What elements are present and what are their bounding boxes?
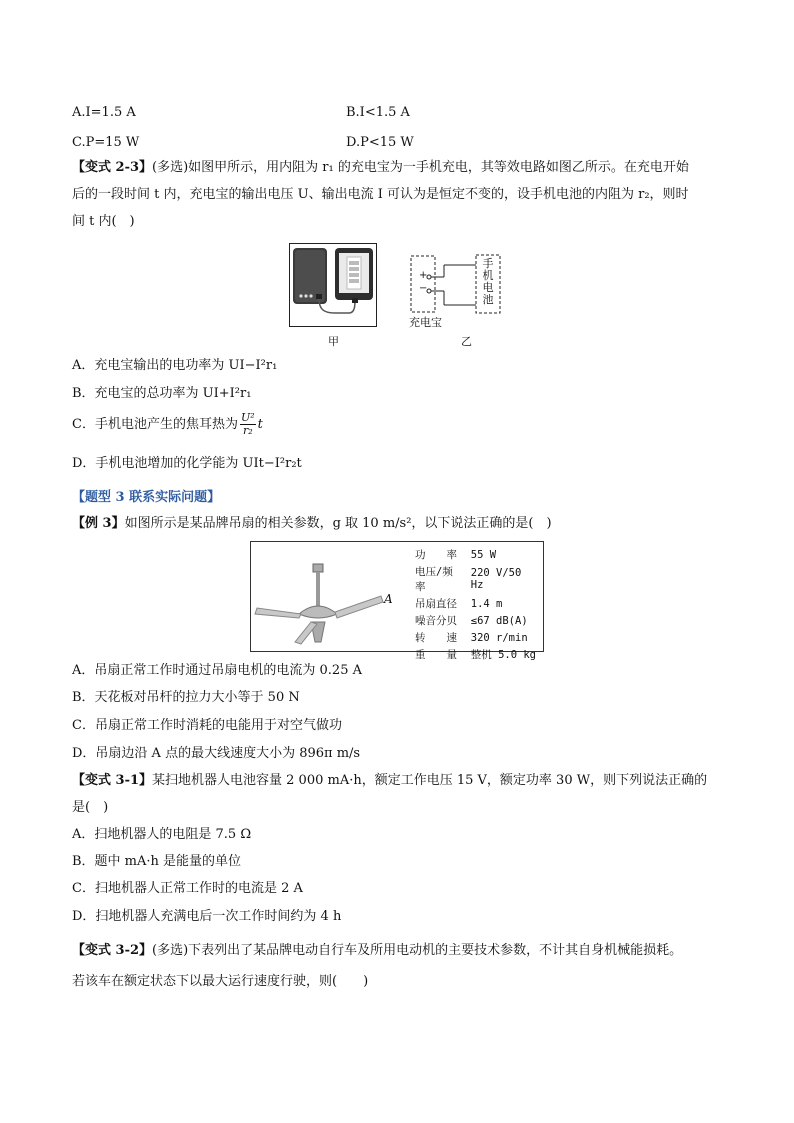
spec-row: 转 速 320 r/min (415, 631, 528, 644)
question-tag: 【变式 2-3】 (72, 160, 153, 175)
option-b: B．充电宝的总功率为 UI+I²r₁ (72, 386, 252, 401)
fraction: $\frac{\text{U²}}{\text{r₂}}$ (240, 411, 255, 437)
option-c: C．吊扇正常工作时消耗的电能用于对空气做功 (72, 718, 342, 733)
spec-row: 噪音分贝 ≤67 dB(A) (415, 614, 528, 627)
figure-caption-yi: 乙 (461, 335, 472, 348)
option-a: A.I=1.5 A (72, 105, 136, 120)
question-v32-line1: 【变式 3-2】(多选)下表列出了某品牌电动自行车及所用电动机的主要技术参数，不计其自身机械能损耗。 (72, 943, 683, 958)
section-title: 【题型 3 联系实际问题】 (72, 490, 221, 505)
question-v31-line2: 是( ) (72, 800, 109, 815)
spec-row: 重 量 整机 5.0 kg (415, 649, 537, 661)
spec-table (411, 546, 543, 663)
figure-powerbank-phone (289, 243, 377, 327)
figure-ceiling-fan (250, 541, 544, 661)
option-b: B．天花板对吊杆的拉力大小等于 50 N (72, 690, 300, 705)
question-text: (多选)如图甲所示，用内阻为 r₁ 的充电宝为一手机充电，其等效电路如图乙所示。在充电开始 (152, 160, 689, 175)
question-v32-line2: 若该车在额定状态下以最大运行速度行驶，则( ) (72, 974, 369, 989)
question-v23-line3: 间 t 内( ) (72, 214, 135, 229)
option-a: A．扫地机器人的电阻是 7.5 Ω (72, 827, 252, 842)
option-d: D．吊扇边沿 A 点的最大线速度大小为 896π m/s (72, 746, 361, 761)
option-b: B．题中 mA·h 是能量的单位 (72, 854, 242, 869)
question-v31-line1: 【变式 3-1】某扫地机器人电池容量 2 000 mA·h，额定工作电压 15 V，额定功率 30 W，则下列说法正确的 (72, 773, 708, 788)
spec-row: 功 率 55 W (415, 548, 497, 561)
question-v23-line2: 后的一段时间 t 内，充电宝的输出电压 U、输出电流 I 可认为是恒定不变的，设手机电池的内阻为 r₂，则时 (72, 187, 689, 202)
powerbank-label: 充电宝 (409, 316, 442, 329)
option-c: C．扫地机器人正常工作时的电流是 2 A (72, 881, 303, 896)
option-a: A．充电宝输出的电功率为 UI−I²r₁ (72, 358, 278, 373)
option-c: C.P=15 W (72, 135, 140, 150)
option-b: B.I<1.5 A (346, 105, 410, 120)
option-d: D.P<15 W (346, 135, 414, 150)
plus-sign: + (419, 270, 428, 281)
option-a: A．吊扇正常工作时通过吊扇电机的电流为 0.25 A (72, 663, 362, 678)
spec-row: 吊扇直径 1.4 m (415, 597, 503, 610)
option-d: D．手机电池增加的化学能为 UIt−I²r₂t (72, 456, 302, 471)
option-d: D．扫地机器人充满电后一次工作时间约为 4 h (72, 909, 342, 924)
battery-label: 手 机 电 池 (482, 257, 494, 306)
figure-caption-jia: 甲 (328, 335, 339, 348)
question-v23-line1 (72, 158, 689, 178)
option-c: C．手机电池产生的焦耳热为 $\frac{\text{U²}}{\text{r₂}}$ t (72, 411, 263, 437)
point-a-label: A (384, 592, 393, 606)
question-ex3: 【例 3】如图所示是某品牌吊扇的相关参数，g 取 10 m/s²，以下说法正确的是( ) (72, 516, 552, 531)
minus-sign: − (419, 283, 428, 294)
spec-row: 电压/频率 220 V/50 Hz (415, 566, 522, 593)
